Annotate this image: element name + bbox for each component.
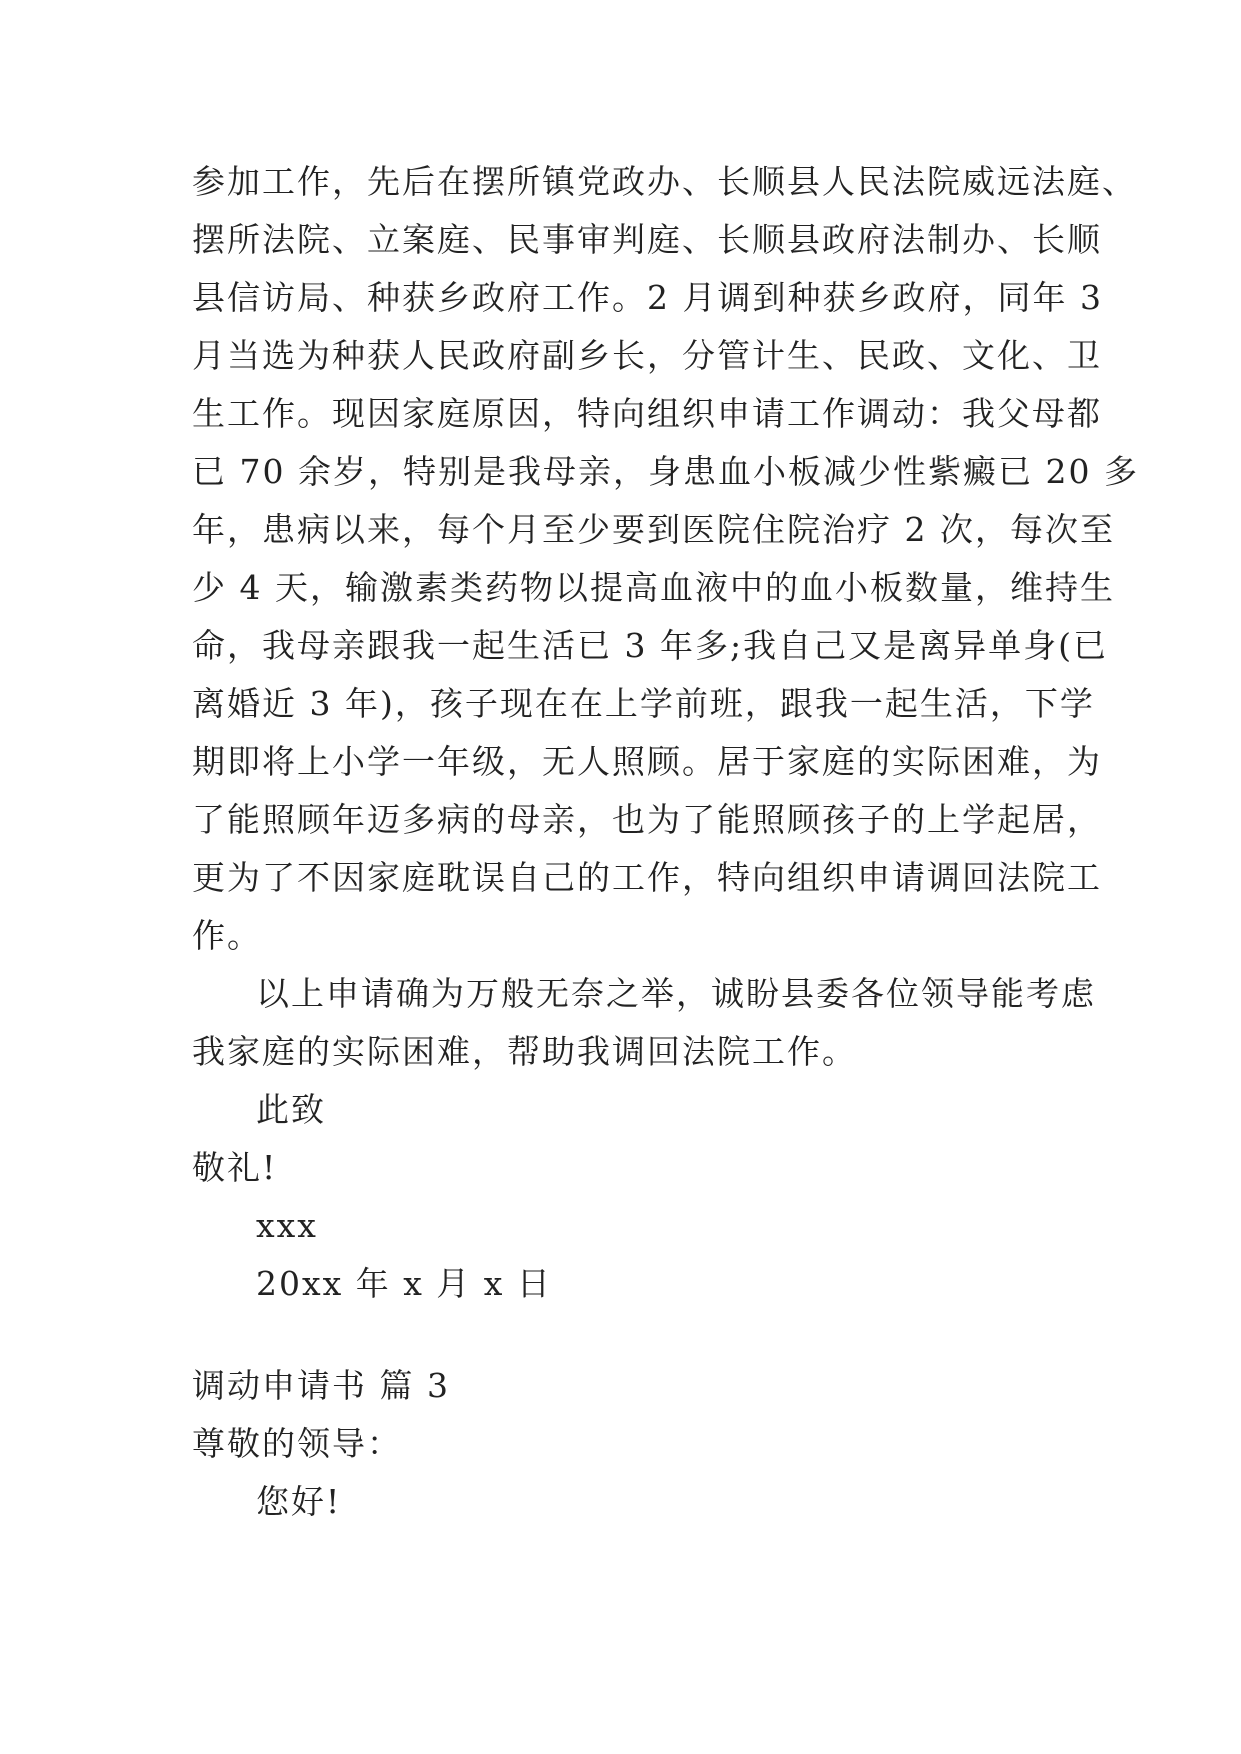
signature-date: 20xx 年 x 月 x 日 bbox=[256, 1264, 552, 1303]
paragraph-1-line-6: 已 70 余岁，特别是我母亲，身患血小板减少性紫癜已 20 多 bbox=[192, 452, 1139, 491]
paragraph-1-line-9: 命，我母亲跟我一起生活已 3 年多;我自己又是离异单身(已 bbox=[192, 626, 1108, 665]
signature-name: xxx bbox=[256, 1206, 318, 1245]
paragraph-1-line-4: 月当选为种获人民政府副乡长，分管计生、民政、文化、卫 bbox=[192, 336, 1102, 375]
section-title: 调动申请书 篇 3 bbox=[192, 1366, 450, 1405]
paragraph-1-line-3: 县信访局、种获乡政府工作。2 月调到种获乡政府，同年 3 bbox=[192, 278, 1103, 317]
paragraph-2-line-2: 我家庭的实际困难，帮助我调回法院工作。 bbox=[192, 1032, 857, 1071]
paragraph-1-line-11: 期即将上小学一年级，无人照顾。居于家庭的实际困难，为 bbox=[192, 742, 1102, 781]
paragraph-1-line-7: 年，患病以来，每个月至少要到医院住院治疗 2 次，每次至 bbox=[192, 510, 1115, 549]
paragraph-1-line-10: 离婚近 3 年)，孩子现在在上学前班，跟我一起生活，下学 bbox=[192, 684, 1095, 723]
closing-jingli: 敬礼! bbox=[192, 1148, 278, 1187]
salutation: 尊敬的领导： bbox=[192, 1424, 402, 1463]
paragraph-1-line-1: 参加工作，先后在摆所镇党政办、长顺县人民法院威远法庭、 bbox=[192, 162, 1137, 201]
closing-cizhi: 此致 bbox=[256, 1090, 326, 1129]
greeting: 您好! bbox=[256, 1482, 342, 1521]
paragraph-1-line-14: 作。 bbox=[192, 916, 262, 955]
paragraph-2-line-1: 以上申请确为万般无奈之举，诚盼县委各位领导能考虑 bbox=[256, 974, 1096, 1013]
paragraph-1-line-5: 生工作。现因家庭原因，特向组织申请工作调动：我父母都 bbox=[192, 394, 1102, 433]
paragraph-1-line-2: 摆所法院、立案庭、民事审判庭、长顺县政府法制办、长顺 bbox=[192, 220, 1102, 259]
paragraph-1-line-13: 更为了不因家庭耽误自己的工作，特向组织申请调回法院工 bbox=[192, 858, 1102, 897]
paragraph-1-line-12: 了能照顾年迈多病的母亲，也为了能照顾孩子的上学起居， bbox=[192, 800, 1102, 839]
paragraph-1-line-8: 少 4 天，输激素类药物以提高血液中的血小板数量，维持生 bbox=[192, 568, 1115, 607]
